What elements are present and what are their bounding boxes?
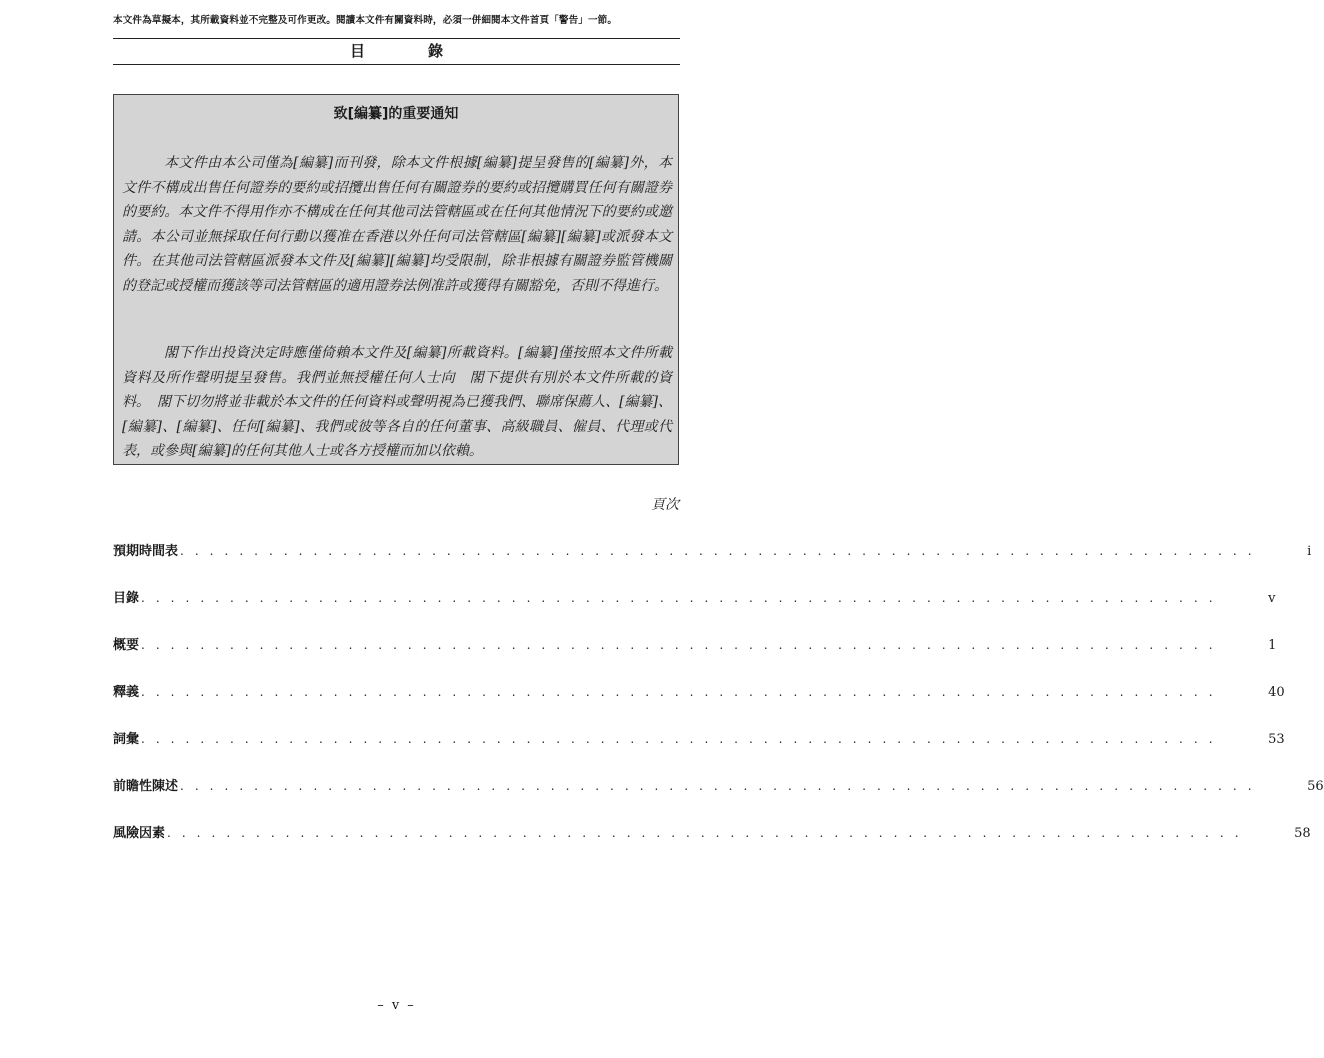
toc-entry-risk-factors[interactable] bbox=[113, 822, 1311, 869]
toc-entry-label: 目錄 bbox=[113, 591, 140, 606]
important-notice-box bbox=[113, 94, 679, 465]
toc-entry-page: 40 bbox=[1268, 685, 1285, 700]
toc-entry-label: 概要 bbox=[113, 638, 140, 653]
toc-entry-page: 56 bbox=[1307, 779, 1324, 794]
toc-entry-label: 前瞻性陳述 bbox=[113, 779, 179, 794]
draft-notice: 本文件為草擬本，其所載資料並不完整及可作更改。閱讀本文件有關資料時，必須一併細閱本文件首頁「警告」一節。 bbox=[113, 15, 618, 26]
toc-entry-summary[interactable] bbox=[113, 634, 1277, 681]
notice-paragraph-1: 本文件由本公司僅為[編纂]而刊發，除本文件根據[編纂]提呈發售的[編纂]外，本文件不構成出售任何證券的要約或招攬出售任何有關證券的要約或招攬購買任何有關證券的要約。本文件不得用作亦不構成在任何其他司法管轄區或在任何其他情況下的要約或邀請。本公司並無採取任何行動以獲准在香港以外任何司法管轄區[編纂][編纂]或派發本文件。在其他司法管轄區派發本文件及[編纂][編纂]均受限制，除非根據有關證券監管機關的登記或授權而獲該等司法管轄區的適用證券法例准許或獲得有關豁免，否則不得進行。 bbox=[122, 155, 672, 294]
page-column-header: 頁次 bbox=[651, 497, 679, 513]
page-title: 目 錄 bbox=[349, 42, 467, 60]
footer-page-number: – v – bbox=[377, 998, 416, 1013]
toc-entry-forward-looking-statements[interactable] bbox=[113, 775, 1324, 822]
toc-leader-dots: . . . . . . . . . . . . . . . . . . . . . . . . . . . . . . . . . . . . . . . . . . . . . . . . . . . . . . . . . . . . . . . . . . . . . . . . . bbox=[180, 779, 1256, 793]
toc-entry-expected-timetable[interactable] bbox=[113, 540, 1312, 587]
toc-leader-dots: . . . . . . . . . . . . . . . . . . . . . . . . . . . . . . . . . . . . . . . . . . . . . . . . . . . . . . . . . . . . . . . . . . . . . . . . . bbox=[141, 591, 1217, 605]
toc-entry-label: 釋義 bbox=[113, 685, 140, 700]
toc-entry-page: i bbox=[1307, 544, 1312, 559]
notice-paragraph-2: 閣下作出投資決定時應僅倚賴本文件及[編纂]所載資料。[編纂]僅按照本文件所載資料及所作聲明提呈發售。我們並無授權任何人士向 閣下提供有別於本文件所載的資料。 閣下切勿將並非載於本文件的任何資料或聲明視為已獲我們、聯席保薦人、[編纂]、[編纂]、[編纂]、任何[編纂]、我們或彼等各自的任何董事、高級職員、僱員、代理或代表，或參與[編纂]的任何其他人士或各方授權而加以依賴。 bbox=[122, 345, 672, 459]
toc-entry-page: 1 bbox=[1268, 638, 1277, 653]
toc-leader-dots: . . . . . . . . . . . . . . . . . . . . . . . . . . . . . . . . . . . . . . . . . . . . . . . . . . . . . . . . . . . . . . . . . . . . . . . . . bbox=[167, 826, 1243, 840]
toc-entry-definitions[interactable] bbox=[113, 681, 1285, 728]
toc-entry-label: 詞彙 bbox=[113, 732, 140, 747]
toc-leader-dots: . . . . . . . . . . . . . . . . . . . . . . . . . . . . . . . . . . . . . . . . . . . . . . . . . . . . . . . . . . . . . . . . . . . . . . . . . bbox=[141, 638, 1217, 652]
toc-entry-page: 58 bbox=[1294, 826, 1311, 841]
toc-entry-page: v bbox=[1268, 591, 1276, 606]
header-rule-top bbox=[113, 38, 680, 39]
toc-leader-dots: . . . . . . . . . . . . . . . . . . . . . . . . . . . . . . . . . . . . . . . . . . . . . . . . . . . . . . . . . . . . . . . . . . . . . . . . . bbox=[141, 732, 1217, 746]
table-of-contents bbox=[113, 540, 1324, 869]
toc-leader-dots: . . . . . . . . . . . . . . . . . . . . . . . . . . . . . . . . . . . . . . . . . . . . . . . . . . . . . . . . . . . . . . . . . . . . . . . . . bbox=[180, 544, 1256, 558]
toc-entry-label: 風險因素 bbox=[113, 826, 166, 841]
toc-entry-contents[interactable] bbox=[113, 587, 1276, 634]
toc-entry-page: 53 bbox=[1268, 732, 1285, 747]
toc-entry-label: 預期時間表 bbox=[113, 544, 179, 559]
toc-leader-dots: . . . . . . . . . . . . . . . . . . . . . . . . . . . . . . . . . . . . . . . . . . . . . . . . . . . . . . . . . . . . . . . . . . . . . . . . . bbox=[141, 685, 1217, 699]
toc-entry-glossary[interactable] bbox=[113, 728, 1285, 775]
notice-title: 致[編纂]的重要通知 bbox=[333, 106, 459, 122]
header-rule-bottom bbox=[113, 64, 680, 65]
